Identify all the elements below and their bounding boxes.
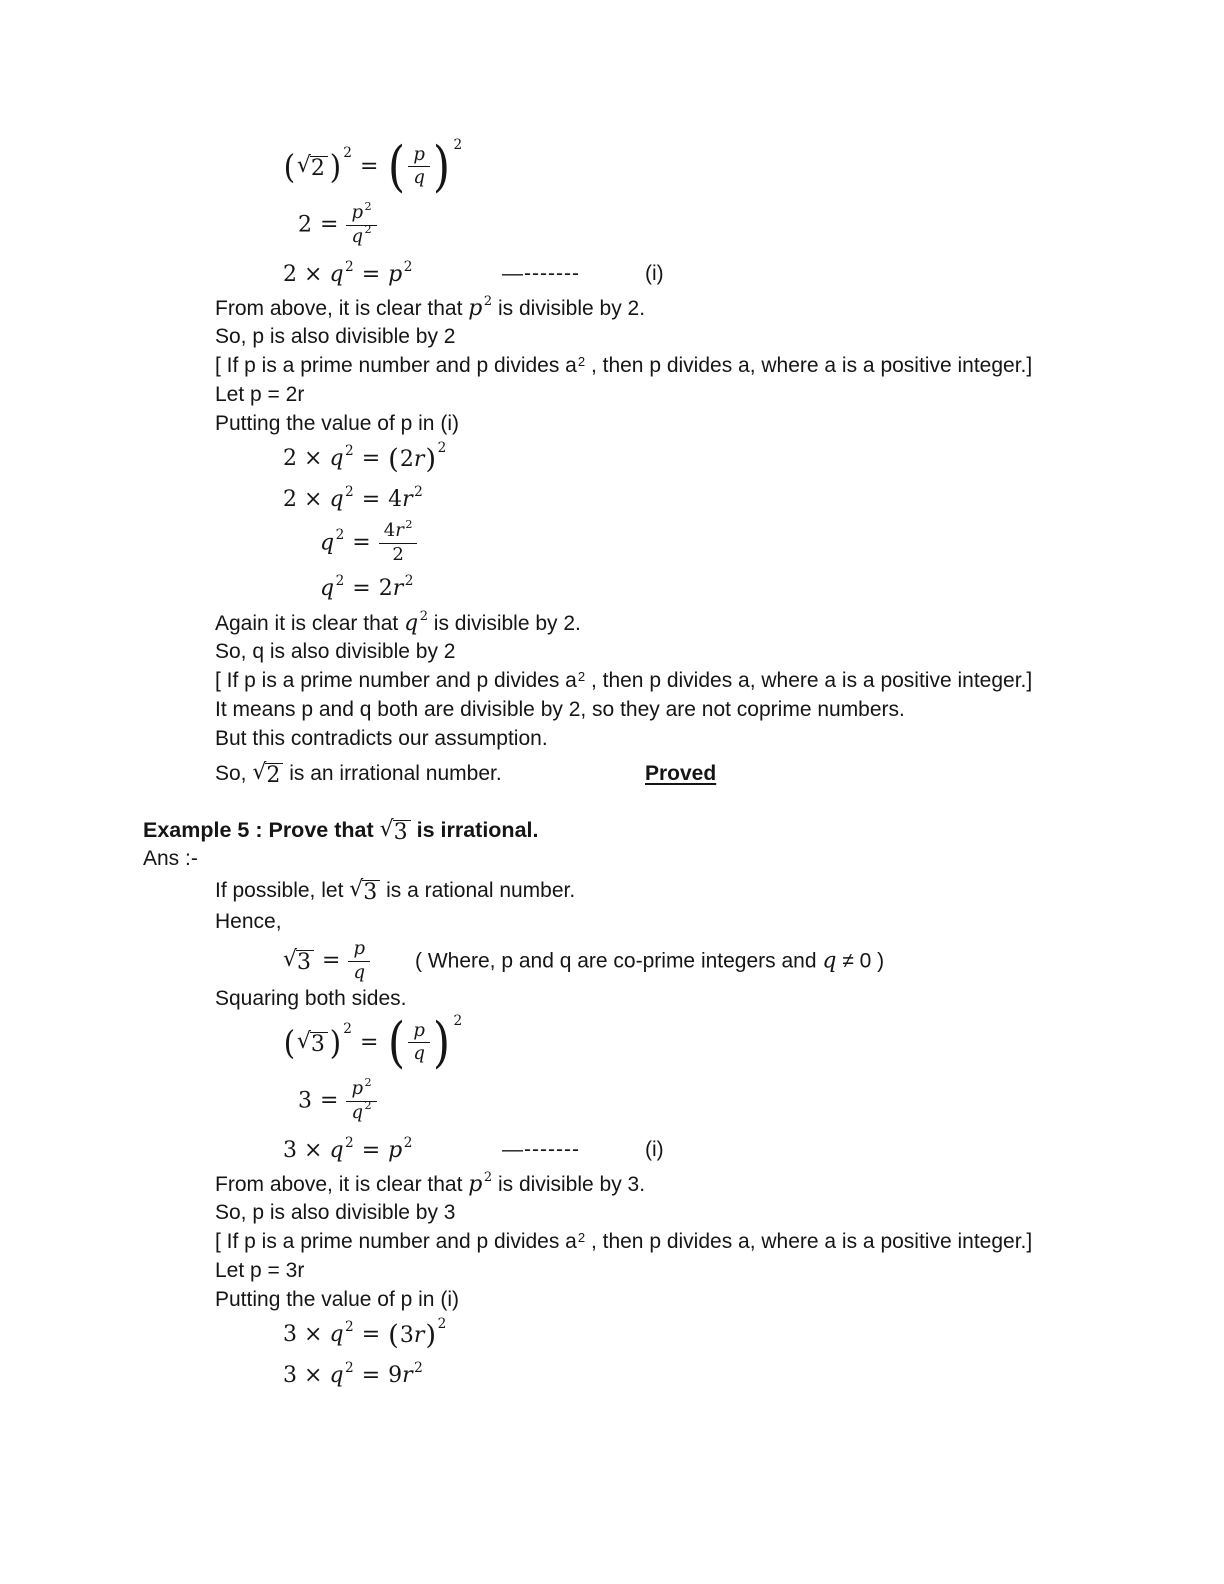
group-exponent: 2 (343, 1021, 352, 1038)
math-relation: = (322, 948, 341, 973)
group-exponent: 2 (453, 1012, 463, 1029)
exponent: 2 (345, 258, 354, 275)
math-relation: = (359, 154, 379, 179)
text-run: Ans :- (143, 847, 198, 871)
dashed-line: —------- (502, 1138, 580, 1161)
line-content (0, 1075, 377, 1124)
radical-expression (252, 759, 283, 788)
math-number: 2 (378, 575, 393, 601)
text-run: Hence, (215, 910, 282, 934)
text-not-coprime (0, 696, 1224, 725)
group-body (296, 154, 329, 180)
text-run: [ If p is a prime number and p divides a (215, 354, 577, 378)
text-run: So, p is also divisible by 2 (215, 325, 456, 349)
math-number: 3 (283, 1322, 297, 1347)
math-number: 3 (283, 1137, 297, 1163)
side-note (415, 949, 884, 974)
math-relation: = (361, 486, 381, 512)
line-content (0, 134, 463, 198)
exponent: 2 (414, 1359, 423, 1376)
line-content (0, 939, 370, 984)
text-run: , then p divides a, where a is a positive integer.] (585, 1230, 1033, 1254)
math-relation: = (320, 212, 339, 237)
radical-sign: √ (252, 759, 267, 785)
exponent: 2 (577, 353, 586, 369)
proved-label: Proved (645, 762, 717, 785)
exponent: 2 (364, 199, 372, 213)
exponent: 2 (404, 572, 414, 589)
eq-q2-equals-2r2 (0, 567, 1224, 609)
line-content (0, 517, 417, 566)
denominator (351, 223, 372, 248)
line-content (0, 1287, 459, 1313)
math-variable: q (353, 961, 366, 983)
line-content (0, 199, 377, 248)
math-relation: = (361, 1322, 381, 1347)
line-content (0, 1359, 423, 1388)
text-run: [ If p is a prime number and p divides a (215, 1230, 577, 1254)
line-content (0, 572, 414, 601)
exponent: 2 (364, 223, 372, 237)
math-variable: r (413, 1322, 425, 1348)
text-so-p-divisible-3 (0, 1199, 1224, 1228)
text-run: is divisible by 2. (427, 611, 581, 635)
radicand: 2 (265, 763, 283, 787)
math-variable: q (404, 610, 419, 636)
line-content (0, 439, 447, 475)
paren-group (388, 1315, 447, 1351)
line-content (0, 986, 406, 1012)
math-number: 3 (399, 1322, 414, 1348)
math-relation: = (361, 1137, 381, 1163)
left-paren: ( (388, 1318, 399, 1351)
math-relation: = (361, 446, 381, 471)
dashed-line: —------- (502, 262, 580, 285)
text-hence (0, 908, 1224, 937)
line-content (0, 324, 455, 350)
text-run: So, q is also divisible by 2 (215, 640, 456, 664)
label-ans (0, 845, 1224, 874)
exponent: 2 (414, 483, 423, 500)
equation-reference: (i) (645, 262, 664, 285)
text-run: , then p divides a, where a is a positive integer.] (585, 354, 1033, 378)
math-relation: = (352, 575, 371, 601)
right-paren: ) (432, 134, 451, 198)
math-variable: q (822, 948, 837, 974)
radical-sign: √ (349, 876, 364, 902)
text-again-q2-div-2 (0, 609, 1224, 638)
denominator (413, 167, 425, 189)
eq-sqrt3-squared (0, 1010, 1224, 1074)
right-paren: ) (425, 1318, 437, 1351)
text-prime-note-3 (0, 1228, 1224, 1257)
math-number: 2 (399, 446, 414, 472)
radical-expression (283, 947, 314, 975)
eq-3q2-equals-9r2 (0, 1355, 1224, 1395)
line-content (0, 639, 455, 665)
line-content (0, 1315, 447, 1351)
text-run: It means p and q both are divisible by 2, so they are not coprime numbers. (215, 698, 905, 722)
line-content (0, 1258, 304, 1284)
radicand: 2 (310, 156, 328, 180)
text-from-above-div-2 (0, 294, 1224, 323)
exponent: 2 (483, 294, 493, 310)
line-content (0, 483, 423, 512)
math-relation: = (320, 1088, 339, 1113)
math-operator: × (304, 1137, 323, 1163)
line-content (0, 382, 304, 408)
math-variable: q (329, 446, 344, 471)
text-let-p-2r (0, 381, 1224, 410)
exponent: 2 (419, 609, 428, 625)
group-exponent: 2 (437, 439, 447, 456)
text-run: ( Where, p and q are co-prime integers and (415, 949, 823, 973)
text-run: is a rational number. (380, 878, 576, 902)
math-variable: r (392, 575, 404, 601)
left-paren: ( (388, 442, 399, 475)
radical-expression (296, 1029, 328, 1057)
text-run: is irrational. (410, 817, 539, 842)
group-body (399, 1323, 426, 1348)
math-variable: p (468, 295, 483, 321)
radicand: 3 (362, 880, 380, 904)
group-body (296, 1030, 329, 1056)
text-run: Let p = 2r (215, 383, 305, 407)
eq-2q2-equals-2r-squared (0, 439, 1224, 479)
radical-expression (379, 816, 411, 845)
right-paren: ) (432, 1010, 451, 1074)
math-operator: × (304, 486, 323, 512)
text-putting-value-2 (0, 1286, 1224, 1315)
denominator (351, 1099, 372, 1124)
line-content (0, 1010, 463, 1074)
math-number: 2 (392, 543, 404, 565)
math-variable: p (388, 1137, 403, 1163)
math-variable: q (329, 486, 344, 512)
math-operator: × (304, 1362, 323, 1388)
math-number: 2 (283, 261, 297, 287)
line-content (0, 1171, 645, 1199)
line-content (0, 878, 575, 904)
radical-sign: √ (296, 1029, 311, 1054)
math-relation: = (361, 1362, 381, 1388)
exponent: 2 (405, 517, 413, 531)
fraction (408, 145, 430, 190)
text-run: But this contradicts our assumption. (215, 727, 548, 751)
radicand: 3 (393, 820, 411, 844)
exponent: 2 (335, 572, 345, 589)
math-variable: q (329, 1137, 344, 1163)
math-number: 2 (298, 212, 312, 237)
math-operator: × (304, 1322, 323, 1347)
text-run: Let p = 3r (215, 1259, 305, 1283)
math-variable: q (329, 1362, 344, 1388)
numerator (346, 199, 376, 226)
math-variable: q (413, 167, 425, 189)
math-variable: q (329, 1322, 344, 1347)
exponent: 2 (403, 258, 413, 275)
radicand: 3 (310, 1032, 328, 1056)
exponent: 2 (483, 1170, 493, 1186)
line-content (0, 411, 459, 437)
text-run: Putting the value of p in (i) (215, 1288, 459, 1312)
math-variable: p (353, 937, 366, 959)
exponent: 2 (335, 527, 345, 544)
text-run: Squaring both sides. (215, 987, 407, 1011)
math-variable: q (320, 530, 335, 555)
group-body (407, 1021, 431, 1066)
line-content (0, 353, 1032, 379)
fraction (346, 199, 376, 248)
group-body (407, 145, 431, 190)
eq-sqrt2-squared (0, 134, 1224, 198)
text-if-possible (0, 874, 1224, 908)
text-so-p-divisible-2 (0, 323, 1224, 352)
math-number: 2 (283, 446, 297, 471)
exponent: 2 (577, 1229, 586, 1245)
math-number: 3 (283, 1362, 297, 1388)
math-variable: p (413, 143, 425, 165)
line-content (0, 726, 548, 752)
math-number: 3 (298, 1088, 312, 1113)
paren-group (283, 1021, 352, 1063)
denominator (392, 544, 403, 566)
group-body (399, 447, 426, 472)
left-paren: ( (283, 147, 296, 187)
text-run: Example 5 : Prove that (143, 817, 380, 842)
math-variable: q (413, 1043, 425, 1065)
math-variable: p (388, 261, 403, 287)
radical-sign: √ (379, 816, 394, 842)
math-variable: p (413, 1019, 425, 1041)
math-number: 4 (383, 519, 396, 541)
text-run: is an irrational number. (283, 761, 502, 785)
numerator (408, 1021, 430, 1044)
math-variable: r (402, 1362, 413, 1388)
left-paren: ( (283, 1023, 296, 1063)
radicand: 3 (296, 950, 314, 974)
line-content (0, 1229, 1032, 1255)
text-run: So, p is also divisible by 3 (215, 1201, 456, 1225)
numerator (346, 1075, 376, 1102)
math-number: 4 (388, 486, 403, 512)
text-run: , then p divides a, where a is a positive integer.] (585, 669, 1033, 693)
line-content (0, 761, 502, 787)
numerator (379, 517, 418, 544)
text-squaring (0, 985, 1224, 1014)
denominator (413, 1043, 425, 1065)
paren-group (386, 134, 463, 198)
math-number: 2 (283, 486, 297, 512)
numerator (408, 145, 430, 168)
text-so-q-divisible-2 (0, 638, 1224, 667)
line-content (0, 295, 645, 323)
math-variable: q (351, 1101, 363, 1123)
eq-3q2-equals-p2 (0, 1130, 1224, 1170)
group-exponent: 2 (453, 136, 463, 153)
text-run: Putting the value of p in (i) (215, 412, 459, 436)
math-variable: r (413, 446, 425, 472)
line-content (0, 909, 282, 935)
math-operator: × (304, 261, 323, 287)
math-variable: p (351, 1077, 363, 1099)
fraction (348, 939, 370, 984)
text-prime-note-1 (0, 352, 1224, 381)
eq-sqrt3-equals-p-over-q (0, 937, 1224, 985)
text-run: Again it is clear that (215, 611, 405, 635)
right-paren: ) (329, 147, 342, 187)
math-variable: q (351, 225, 363, 247)
math-operator: × (304, 446, 323, 471)
line-content (0, 818, 538, 844)
text-run: is divisible by 2. (492, 296, 646, 320)
line-content (0, 258, 413, 287)
text-run: From above, it is clear that (215, 1172, 469, 1196)
fraction (346, 1075, 376, 1124)
denominator (353, 962, 365, 984)
line-content (0, 697, 905, 723)
line-content (0, 846, 198, 872)
text-run: ≠ 0 ) (836, 949, 885, 973)
radical-expression (296, 153, 328, 181)
math-variable: r (402, 486, 413, 512)
fraction (408, 1021, 430, 1066)
math-relation: = (361, 261, 381, 287)
text-putting-value-1 (0, 410, 1224, 439)
radical-sign: √ (283, 947, 298, 972)
paren-group (388, 439, 447, 475)
text-run: [ If p is a prime number and p divides a (215, 669, 577, 693)
text-run: From above, it is clear that (215, 296, 469, 320)
line-content (0, 610, 581, 638)
exponent: 2 (403, 1134, 413, 1151)
text-run: is divisible by 3. (492, 1172, 646, 1196)
text-conclusion-sqrt2 (0, 754, 1224, 794)
right-paren: ) (329, 1023, 342, 1063)
left-paren: ( (388, 134, 406, 198)
exponent: 2 (577, 668, 586, 684)
group-exponent: 2 (343, 145, 352, 162)
eq-q2-equals-4r2-over-2 (0, 519, 1224, 567)
document-body (0, 134, 1224, 1395)
right-paren: ) (425, 442, 437, 475)
line-content (0, 1134, 413, 1163)
text-let-p-3r (0, 1257, 1224, 1286)
eq-3q2-equals-3r-squared (0, 1315, 1224, 1355)
paren-group (283, 145, 352, 187)
heading-example-5 (0, 816, 1224, 845)
paren-group (386, 1010, 463, 1074)
eq-3-equals-p2-over-q2 (0, 1072, 1224, 1130)
math-relation: = (352, 530, 371, 555)
eq-2-equals-p2-over-q2 (0, 196, 1224, 254)
line-content (0, 668, 1032, 694)
exponent: 2 (345, 1359, 354, 1376)
exponent: 2 (364, 1075, 372, 1089)
text-from-above-div-3 (0, 1170, 1224, 1199)
radical-sign: √ (296, 153, 311, 178)
math-variable: q (329, 261, 344, 287)
numerator (348, 939, 370, 962)
line-content (0, 1200, 455, 1226)
math-relation: = (359, 1030, 379, 1055)
math-variable: r (395, 519, 404, 541)
exponent: 2 (345, 1134, 354, 1151)
exponent: 2 (345, 443, 354, 460)
text-contradicts (0, 725, 1224, 754)
left-paren: ( (388, 1010, 406, 1074)
eq-2q2-equals-4r2 (0, 479, 1224, 519)
text-run: If possible, let (215, 878, 350, 902)
eq-2q2-equals-p2 (0, 254, 1224, 294)
text-prime-note-2 (0, 667, 1224, 696)
equation-reference: (i) (645, 1138, 664, 1161)
math-variable: q (320, 575, 335, 601)
group-exponent: 2 (437, 1315, 447, 1332)
exponent: 2 (345, 483, 354, 500)
text-run: So, (215, 761, 253, 785)
radical-expression (349, 876, 380, 905)
fraction (379, 517, 418, 566)
math-variable: p (468, 1171, 483, 1197)
exponent: 2 (345, 1319, 354, 1336)
exponent: 2 (364, 1099, 372, 1113)
math-number: 9 (388, 1362, 403, 1388)
math-variable: p (351, 201, 363, 223)
